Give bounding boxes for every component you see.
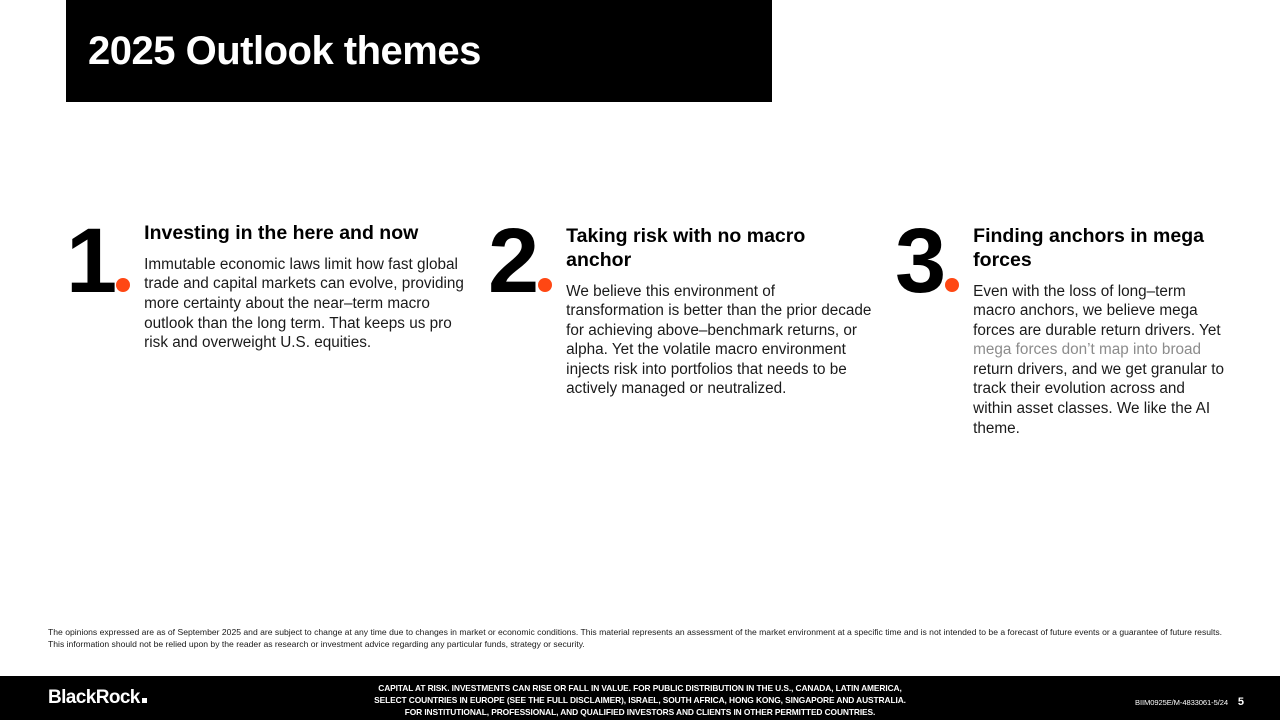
document-code: BIIM0925E/M-4833061-5/24 xyxy=(1134,698,1228,707)
theme-numeral-1 xyxy=(66,210,136,312)
theme-body-1 xyxy=(136,222,466,353)
brand-logo-text: BlackRock xyxy=(48,687,140,708)
theme-item-2 xyxy=(488,210,873,438)
theme-body-2 xyxy=(558,222,873,399)
theme-text-3 xyxy=(973,282,1225,439)
accent-dot-icon xyxy=(116,278,130,292)
footer-bar xyxy=(0,676,1280,720)
footer-legal-text xyxy=(330,683,950,719)
footer-legal-line-2: SELECT COUNTRIES IN EUROPE (SEE THE FULL DISCLAIMER), ISRAEL, SOUTH AFRICA, HONG KONG, SINGAPORE AND AUSTRALIA. xyxy=(374,694,906,705)
theme-numeral-2-value: 2 xyxy=(488,210,537,312)
theme-numeral-1-value: 1 xyxy=(66,210,115,312)
theme-text-1: Immutable economic laws limit how fast global trade and capital markets can evolve, providing more certainty about the near–term macro outlook than the long term. That keeps us pro risk and overweight U.S. equities. xyxy=(144,255,464,352)
themes-row xyxy=(0,210,1280,438)
theme-text-3-part1: Even with the loss of long–term macro anchors, we believe mega forces are durable return drivers. Yet xyxy=(973,282,1221,339)
footer-legal-line-1: CAPITAL AT RISK. INVESTMENTS CAN RISE OR FALL IN VALUE. FOR PUBLIC DISTRIBUTION IN THE U.S., CANADA, LATIN AMERICA, xyxy=(378,683,902,693)
page-number: 5 xyxy=(1237,696,1244,708)
theme-item-3 xyxy=(895,210,1225,438)
theme-item-1 xyxy=(66,210,466,438)
theme-numeral-3 xyxy=(895,210,965,312)
theme-numeral-2 xyxy=(488,210,558,312)
disclaimer-text: The opinions expressed are as of September 2025 and are subject to change at any time due to changes in market or economic conditions. This material represents an assessment of the market environment at a specific time and is not intended to be a forecast of future events or a guarantee of future results. This information should not be relied upon by the reader as research or investment advice regarding any particular funds, strategy or security. xyxy=(48,627,1223,650)
theme-heading-2: Taking risk with no macro anchor xyxy=(566,225,806,271)
theme-text-3-part2: return drivers, and we get granular to track their evolution across and within asset classes. We like the AI theme. xyxy=(973,360,1225,437)
theme-heading-1: Investing in the here and now xyxy=(144,222,419,244)
accent-dot-icon xyxy=(538,278,552,292)
page-title: 2025 Outlook themes xyxy=(88,29,481,73)
theme-body-3 xyxy=(965,222,1225,438)
slide-title-banner xyxy=(66,0,772,102)
theme-text-2: We believe this environment of transformation is better than the prior decade for achieving above–benchmark returns, or alpha. Yet the volatile macro environment injects risk into portfolios that needs to be actively managed or neutralized. xyxy=(566,282,872,398)
theme-text-3-muted: mega forces don’t map into broad xyxy=(973,341,1202,359)
brand-logo xyxy=(48,687,147,709)
theme-numeral-3-value: 3 xyxy=(895,210,944,312)
theme-heading-3: Finding anchors in mega forces xyxy=(973,225,1204,271)
accent-dot-icon xyxy=(945,278,959,292)
brand-dot-icon xyxy=(142,698,147,703)
footer-legal-line-3: FOR INSTITUTIONAL, PROFESSIONAL, AND QUALIFIED INVESTORS AND CLIENTS IN OTHER PERMITTED COUNTRIES. xyxy=(404,706,876,717)
